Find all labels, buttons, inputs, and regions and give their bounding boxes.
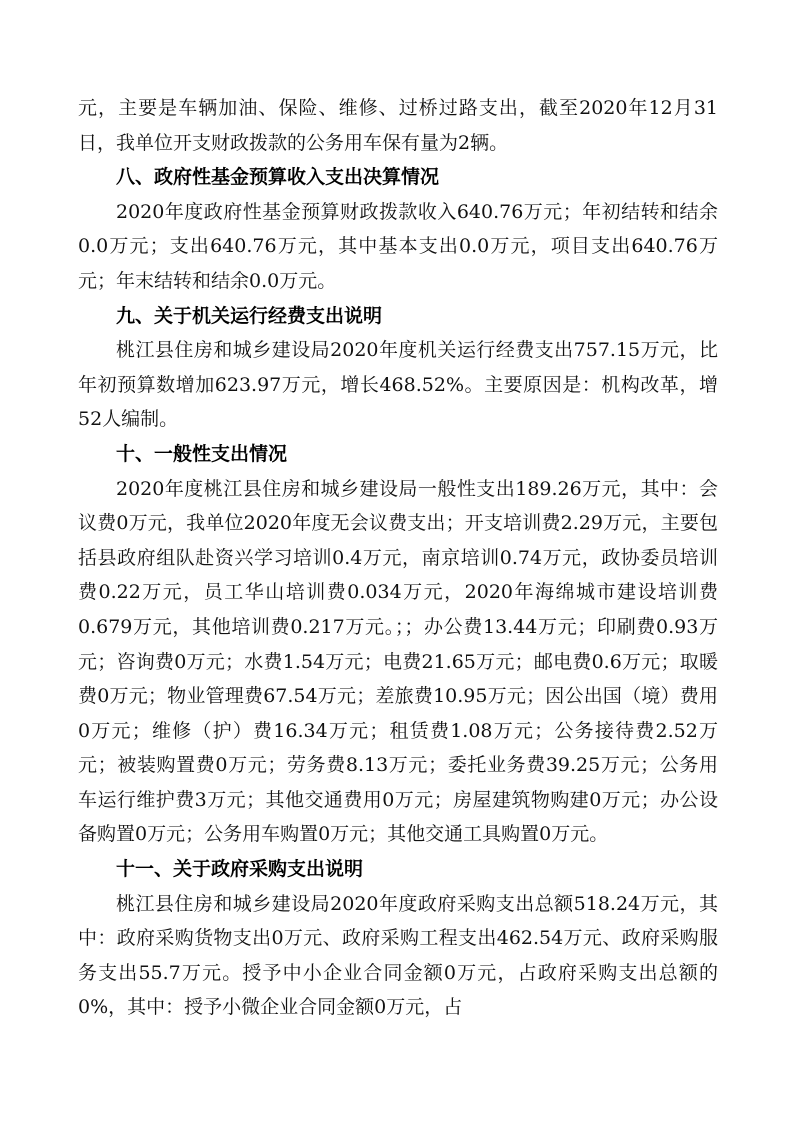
- paragraph-government-fund-budget: 2020年度政府性基金预算财政拨款收入640.76万元；年初结转和结余0.0万元；支出640.76万元，其中基本支出0.0万元，项目支出640.76万元；年末结转和结余0.0万元。: [78, 200, 718, 292]
- heading-general-expenditure: 十、一般性支出情况: [116, 442, 288, 465]
- paragraph-general-expenditure: 2020年度桃江县住房和城乡建设局一般性支出189.26万元，其中：会议费0万元，我单位2020年度无会议费支出；开支培训费2.29万元，主要包括县政府组队赴资兴学习培训0.4万元，南京培训0.74万元，政协委员培训费0.22万元，员工华山培训费0.034万元，2020年海绵城市建设培训费0.679万元，其他培训费0.217万元。；；办公费13.44万元；印刷费0.93万元；咨询费0万元；水费1.54万元；电费21.65万元；邮电费0.6万元；取暖费0万元；物业管理费67.54万元；差旅费10.95万元；因公出国（境）费用0万元；维修（护）费16.34万元；租赁费1.08万元；公务接待费2.52万元；被装购置费0万元；劳务费8.13万元；委托业务费39.25万元；公务用车运行维护费3万元；其他交通费用0万元；房屋建筑物购建0万元；办公设备购置0万元；公务用车购置0万元；其他交通工具购置0万元。: [78, 477, 718, 846]
- heading-agency-operating-expense: 九、关于机关运行经费支出说明: [116, 304, 383, 327]
- paragraph-government-procurement: 桃江县住房和城乡建设局2020年度政府采购支出总额518.24万元，其中：政府采购货物支出0万元、政府采购工程支出462.54万元、政府采购服务支出55.7万元。授予中小企业合同金额0万元，占政府采购支出总额的0%，其中：授予小微企业合同金额0万元，占: [78, 892, 718, 1019]
- heading-government-fund-budget: 八、政府性基金预算收入支出决算情况: [116, 166, 440, 189]
- paragraph-agency-operating-expense: 桃江县住房和城乡建设局2020年度机关运行经费支出757.15万元，比年初预算数增加623.97万元，增长468.52%。主要原因是：机构改革，增52人编制。: [78, 339, 718, 431]
- document-page: [78, 91, 718, 1025]
- paragraph-vehicle-expense: 元，主要是车辆加油、保险、维修、过桥过路支出，截至2020年12月31日，我单位开支财政拨款的公务用车保有量为2辆。: [78, 97, 718, 154]
- heading-government-procurement: 十一、关于政府采购支出说明: [116, 858, 364, 881]
